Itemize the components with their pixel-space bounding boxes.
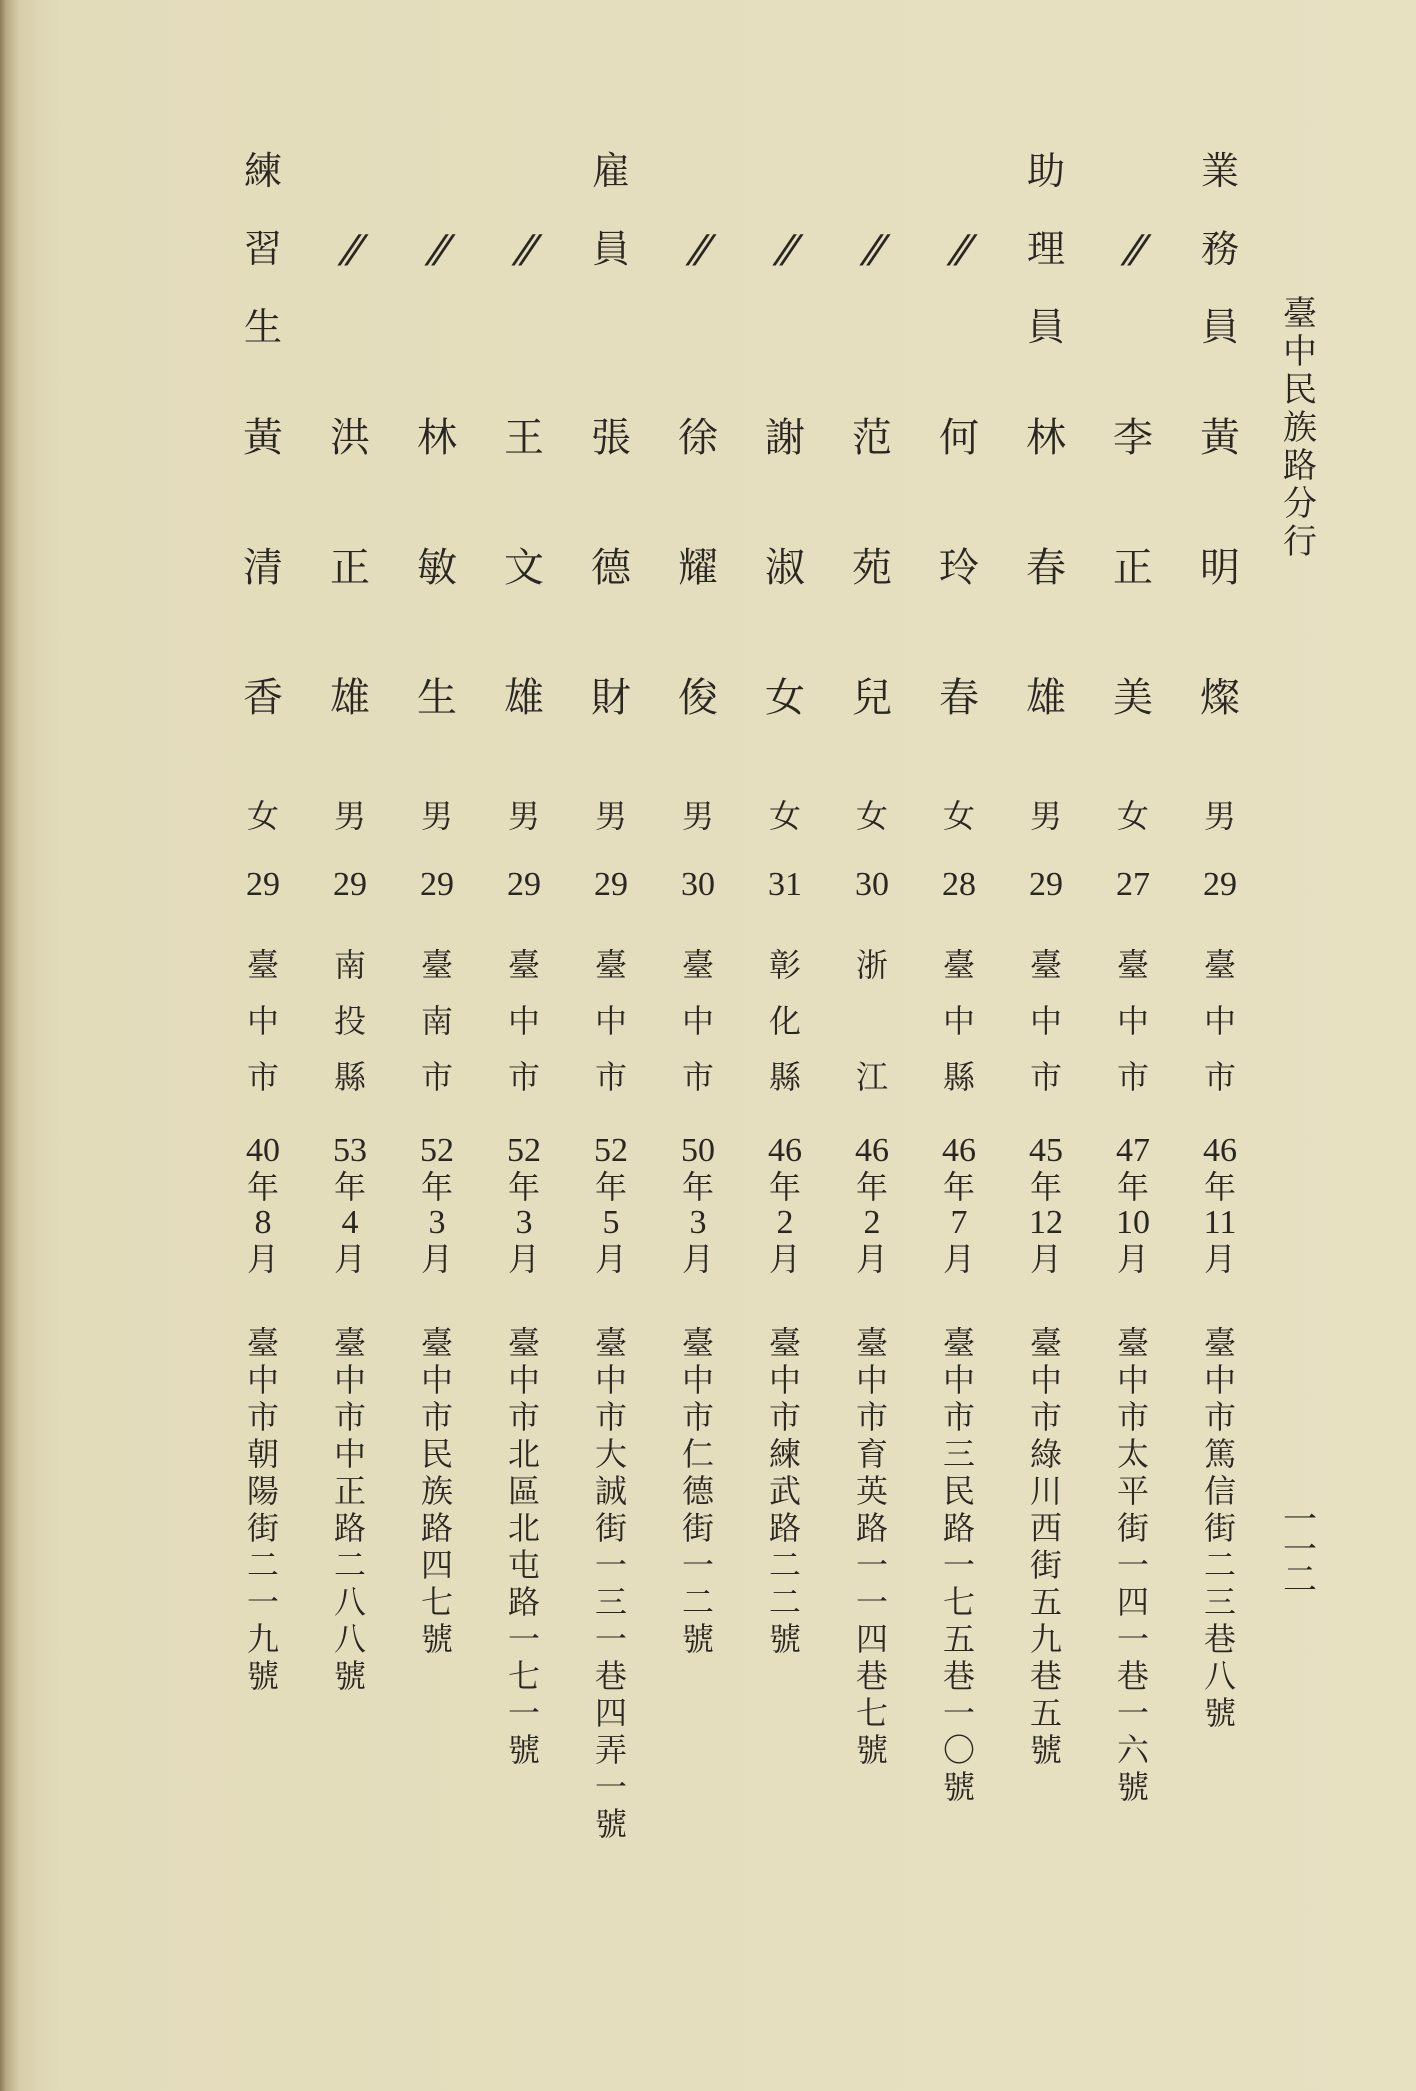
join-date: 53 年 4 月 bbox=[333, 1132, 367, 1278]
address: 臺 中 市 練 武 路 二 二 號 bbox=[768, 1324, 801, 1658]
age: 29 bbox=[1203, 866, 1237, 903]
native-place: 臺 中 市 bbox=[681, 946, 714, 1096]
person-name: 徐 耀 俊 bbox=[678, 415, 718, 721]
address: 臺 中 市 中 正 路 二 八 八 號 bbox=[333, 1324, 366, 1695]
join-date: 46 年 2 月 bbox=[768, 1132, 802, 1278]
address: 臺 中 市 仁 德 街 一 二 號 bbox=[681, 1324, 714, 1658]
ditto-mark-icon: // bbox=[1122, 227, 1144, 271]
address: 臺 中 市 篤 信 街 二 三 巷 八 號 bbox=[1203, 1324, 1236, 1732]
address: 臺 中 市 綠 川 西 街 五 九 巷 五 號 bbox=[1029, 1324, 1062, 1769]
ditto-mark-icon: // bbox=[948, 227, 970, 271]
person-name: 何 玲 春 bbox=[939, 415, 979, 721]
gender: 女 bbox=[855, 797, 888, 835]
job-title bbox=[837, 132, 907, 288]
join-date: 52 年 3 月 bbox=[507, 1132, 541, 1278]
address: 臺 中 市 育 英 路 一 一 四 巷 七 號 bbox=[855, 1324, 888, 1769]
ditto-mark-icon: // bbox=[513, 227, 535, 271]
person-name: 范 苑 兒 bbox=[852, 415, 892, 721]
person-name: 張 德 財 bbox=[591, 415, 631, 721]
native-place: 臺 中 縣 bbox=[942, 946, 975, 1096]
job-title: 練 習 生 bbox=[243, 149, 282, 349]
gender: 男 bbox=[1029, 797, 1062, 835]
job-title bbox=[315, 132, 385, 288]
gender: 女 bbox=[246, 797, 279, 835]
gender: 女 bbox=[942, 797, 975, 835]
gender: 女 bbox=[1116, 797, 1149, 835]
person-name: 謝 淑 女 bbox=[765, 415, 805, 721]
native-place: 臺 中 市 bbox=[1203, 946, 1236, 1096]
native-place: 南 投 縣 bbox=[333, 946, 366, 1096]
job-title: 雇 員 bbox=[591, 149, 630, 271]
age: 30 bbox=[855, 866, 889, 903]
job-title bbox=[489, 132, 559, 288]
person-name: 李 正 美 bbox=[1113, 415, 1153, 721]
age: 29 bbox=[594, 866, 628, 903]
native-place: 浙 江 bbox=[855, 946, 888, 1096]
job-title bbox=[924, 132, 994, 288]
person-name: 林 敏 生 bbox=[417, 415, 457, 721]
native-place: 彰 化 縣 bbox=[768, 946, 801, 1096]
join-date: 47 年 10 月 bbox=[1116, 1132, 1150, 1278]
person-name: 黃 清 香 bbox=[243, 415, 283, 721]
gender: 男 bbox=[681, 797, 714, 835]
age: 29 bbox=[507, 866, 541, 903]
ditto-mark-icon: // bbox=[426, 227, 448, 271]
job-title: 助 理 員 bbox=[1026, 149, 1065, 349]
join-date: 46 年 7 月 bbox=[942, 1132, 976, 1278]
gender: 男 bbox=[1203, 797, 1236, 835]
address: 臺 中 市 朝 陽 街 二 一 九 號 bbox=[246, 1324, 279, 1695]
person-name: 林 春 雄 bbox=[1026, 415, 1066, 721]
address: 臺 中 市 太 平 街 一 四 一 巷 一 六 號 bbox=[1116, 1324, 1149, 1806]
job-title bbox=[402, 132, 472, 288]
native-place: 臺 中 市 bbox=[507, 946, 540, 1096]
page-number: 一 一 二 bbox=[1283, 1500, 1317, 1600]
gender: 男 bbox=[507, 797, 540, 835]
ditto-mark-icon: // bbox=[861, 227, 883, 271]
age: 29 bbox=[420, 866, 454, 903]
gender: 男 bbox=[333, 797, 366, 835]
age: 31 bbox=[768, 866, 802, 903]
branch-heading: 臺 中 民 族 路 分 行 bbox=[1283, 294, 1317, 562]
job-title bbox=[1098, 132, 1168, 288]
age: 27 bbox=[1116, 866, 1150, 903]
address: 臺 中 市 民 族 路 四 七 號 bbox=[420, 1324, 453, 1658]
address: 臺 中 市 大 誠 街 一 三 一 巷 四 弄 一 號 bbox=[594, 1324, 627, 1843]
age: 29 bbox=[333, 866, 367, 903]
join-date: 46 年 11 月 bbox=[1203, 1132, 1237, 1278]
person-name: 王 文 雄 bbox=[504, 415, 544, 721]
gender: 男 bbox=[594, 797, 627, 835]
native-place: 臺 南 市 bbox=[420, 946, 453, 1096]
join-date: 52 年 5 月 bbox=[594, 1132, 628, 1278]
ditto-mark-icon: // bbox=[339, 227, 361, 271]
join-date: 52 年 3 月 bbox=[420, 1132, 454, 1278]
job-title bbox=[663, 132, 733, 288]
person-name: 洪 正 雄 bbox=[330, 415, 370, 721]
join-date: 46 年 2 月 bbox=[855, 1132, 889, 1278]
native-place: 臺 中 市 bbox=[1029, 946, 1062, 1096]
address: 臺 中 市 北 區 北 屯 路 一 七 一 號 bbox=[507, 1324, 540, 1769]
job-title bbox=[750, 132, 820, 288]
join-date: 40 年 8 月 bbox=[246, 1132, 280, 1278]
job-title: 業 務 員 bbox=[1200, 149, 1239, 349]
address: 臺 中 市 三 民 路 一 七 五 巷 一 〇 號 bbox=[942, 1324, 975, 1806]
age: 28 bbox=[942, 866, 976, 903]
age: 29 bbox=[1029, 866, 1063, 903]
gender: 男 bbox=[420, 797, 453, 835]
ditto-mark-icon: // bbox=[774, 227, 796, 271]
ditto-mark-icon: // bbox=[687, 227, 709, 271]
join-date: 50 年 3 月 bbox=[681, 1132, 715, 1278]
gender: 女 bbox=[768, 797, 801, 835]
native-place: 臺 中 市 bbox=[1116, 946, 1149, 1096]
join-date: 45 年 12 月 bbox=[1029, 1132, 1063, 1278]
native-place: 臺 中 市 bbox=[594, 946, 627, 1096]
person-name: 黃 明 燦 bbox=[1200, 415, 1240, 721]
age: 29 bbox=[246, 866, 280, 903]
native-place: 臺 中 市 bbox=[246, 946, 279, 1096]
age: 30 bbox=[681, 866, 715, 903]
